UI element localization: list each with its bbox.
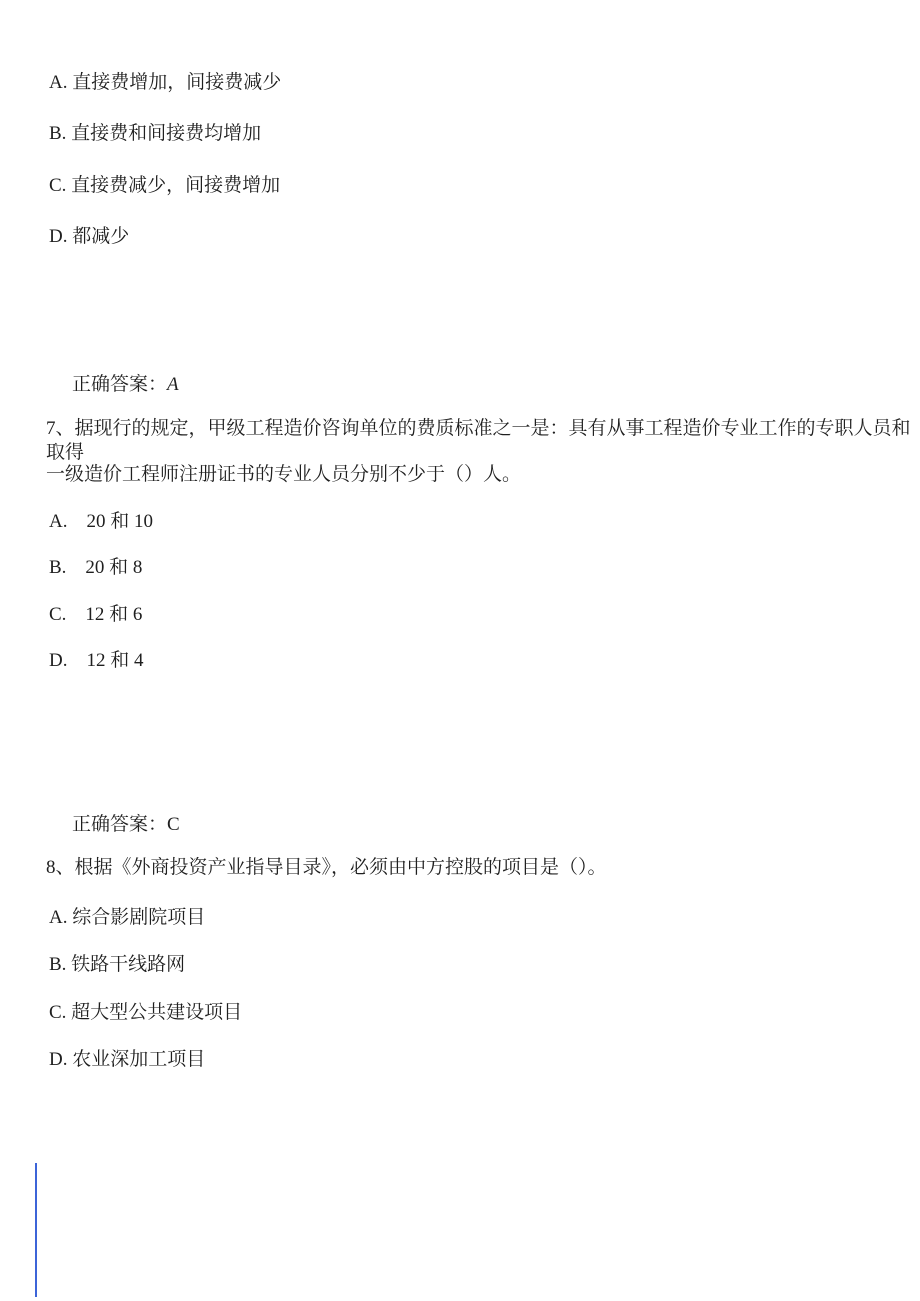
q7-answer-line xyxy=(53,789,180,860)
q7-option-b: B. 20 和 8 xyxy=(49,557,143,578)
q8-option-b: B. 铁路干线路网 xyxy=(49,954,186,975)
q6-option-a: A. 直接费增加，间接费减少 xyxy=(49,72,282,93)
q8-option-a: A. 综合影剧院项目 xyxy=(49,907,206,928)
q7-option-c: C. 12 和 6 xyxy=(49,604,143,625)
q6-answer-prefix: 正确答案： xyxy=(72,373,168,395)
q6-option-d: D. 都减少 xyxy=(49,226,130,247)
q7-answer-value: C xyxy=(167,813,180,835)
q7-stem-line2: 一级造价工程师注册证书的专业人员分别不少于（）人。 xyxy=(46,464,522,485)
q6-answer-line xyxy=(53,349,179,420)
q6-option-b: B. 直接费和间接费均增加 xyxy=(49,123,262,144)
q8-option-d: D. 农业深加工项目 xyxy=(49,1049,206,1070)
q7-option-d: D. 12 和 4 xyxy=(49,650,144,671)
q8-option-c: C. 超大型公共建设项目 xyxy=(49,1002,243,1023)
q6-answer-value: A xyxy=(167,373,179,395)
blue-caret-line xyxy=(35,1163,37,1297)
q7-answer-prefix: 正确答案： xyxy=(72,813,168,835)
q7-stem-line1: 7、据现行的规定，甲级工程造价咨询单位的费质标准之一是：具有从事工程造价专业工作的专职人员和取得 xyxy=(46,418,911,463)
q7-option-a: A. 20 和 10 xyxy=(49,511,153,532)
q6-option-c: C. 直接费减少，间接费增加 xyxy=(49,175,281,196)
q8-stem: 8、根据《外商投资产业指导目录》，必须由中方控股的项目是（）。 xyxy=(46,857,607,878)
